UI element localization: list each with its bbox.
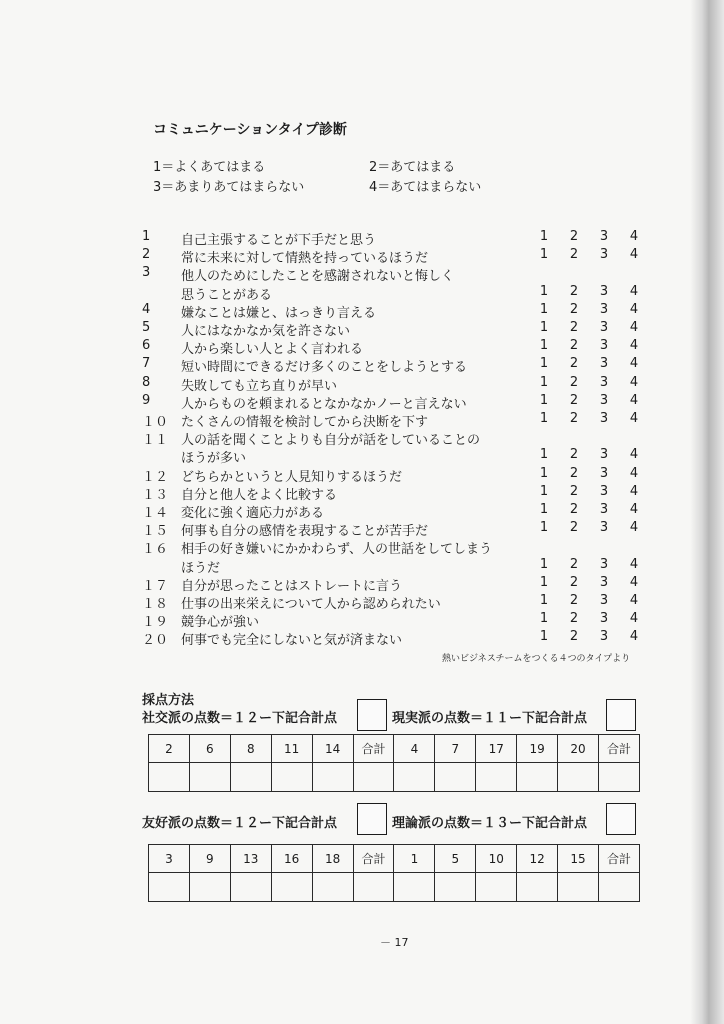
score-entry-cell[interactable] (476, 763, 517, 792)
score-header-cell: 3 (149, 845, 190, 873)
rating-option-3[interactable]: 3 (599, 229, 609, 244)
rating-option-4[interactable]: 4 (629, 356, 639, 372)
rating-option-2[interactable]: 2 (569, 465, 579, 481)
rating-option-1[interactable]: 1 (539, 411, 549, 426)
rating-option-1[interactable]: 1 (539, 520, 549, 536)
rating-option-3[interactable]: 3 (599, 574, 609, 590)
question-number: 6 (142, 338, 151, 354)
rating-option-2[interactable]: 2 (569, 392, 579, 408)
score-header-cell: 6 (189, 735, 230, 763)
rating-option-3[interactable]: 3 (599, 247, 609, 263)
rating-option-2[interactable]: 2 (569, 247, 579, 263)
rating-scale (534, 520, 644, 535)
rating-scale (534, 393, 644, 408)
rating-option-4[interactable]: 4 (629, 574, 639, 590)
page-title: コミュニケーションタイプ診断 (153, 122, 347, 138)
score-entry-cell[interactable] (271, 763, 312, 792)
score-entry-cell[interactable] (230, 763, 271, 792)
question-text: 人から楽しい人とよく言われる (181, 342, 364, 358)
score-entry-cell[interactable] (435, 763, 476, 792)
rating-option-2[interactable]: 2 (569, 229, 579, 244)
question-text-continued: ほうが多い (181, 451, 247, 467)
question-number: ２０ (142, 633, 169, 649)
score-entry-cell[interactable] (558, 873, 599, 902)
score-entry-cell[interactable] (149, 873, 190, 902)
rating-option-3[interactable]: 3 (599, 320, 609, 335)
score-entry-cell[interactable] (598, 873, 639, 902)
question-number: １６ (142, 542, 169, 558)
score-header-cell: 5 (435, 845, 476, 873)
rating-option-3[interactable]: 3 (599, 374, 609, 390)
question-text: 人にはなかなか気を許さない (181, 324, 351, 339)
question-text: 嫌なことは嫌と、はっきり言える (181, 305, 377, 321)
rating-option-4[interactable]: 4 (629, 374, 639, 390)
question-number: 2 (142, 247, 151, 263)
rating-option-2[interactable]: 2 (569, 629, 579, 645)
rating-option-1[interactable]: 1 (539, 574, 549, 590)
question-text: 常に未来に対して情熱を持っているほうだ (181, 251, 429, 267)
rating-option-2[interactable]: 2 (569, 502, 579, 517)
score-header-cell: 19 (517, 735, 558, 763)
score-entry-cell[interactable] (394, 763, 435, 792)
question-text: 失敗しても立ち直りが早い (181, 378, 338, 394)
question-number: 5 (142, 320, 151, 335)
legend-3: 3＝あまりあてはまらない (153, 180, 305, 195)
score-entry-cell[interactable] (149, 763, 190, 792)
rating-option-4[interactable]: 4 (629, 320, 639, 335)
rating-option-3[interactable]: 3 (599, 338, 609, 354)
scoring-title: 採点方法 (142, 693, 195, 708)
source-citation: 熱いビジネスチームをつくる４つのタイプより (442, 654, 631, 664)
realist-score-box[interactable] (606, 699, 636, 731)
rating-option-1[interactable]: 1 (539, 283, 549, 299)
rating-option-1[interactable]: 1 (539, 301, 549, 317)
question-text: たくさんの情報を検討してから決断を下す (181, 415, 429, 430)
question-number: 3 (142, 265, 151, 281)
rating-option-2[interactable]: 2 (569, 356, 579, 372)
score-table-1-header-row (149, 735, 640, 763)
score-entry-cell[interactable] (312, 873, 353, 902)
score-header-cell: 合計 (598, 845, 639, 873)
question-number: 8 (142, 374, 151, 390)
theorist-score-box[interactable] (606, 803, 636, 835)
rating-option-3[interactable]: 3 (599, 593, 609, 608)
question-number: １５ (142, 524, 169, 540)
rating-scale (534, 593, 644, 608)
score-header-cell: 7 (435, 735, 476, 763)
rating-option-3[interactable]: 3 (599, 611, 609, 627)
rating-option-4[interactable]: 4 (629, 520, 639, 536)
question-number: 7 (142, 356, 151, 372)
question-number: 9 (142, 392, 151, 408)
score-entry-cell[interactable] (517, 873, 558, 902)
rating-option-4[interactable]: 4 (629, 447, 639, 463)
score-header-cell: 15 (558, 845, 599, 873)
rating-option-3[interactable]: 3 (599, 465, 609, 481)
rating-scale (534, 629, 644, 644)
theorist-formula: 理論派の点数＝１３ー下記合計点 (392, 816, 588, 831)
friendly-formula: 友好派の点数＝１２ー下記合計点 (142, 816, 338, 831)
rating-option-4[interactable]: 4 (629, 411, 639, 426)
rating-option-4[interactable]: 4 (629, 392, 639, 408)
question-text-continued: 思うことがある (181, 287, 273, 303)
question-text: 他人のためにしたことを感謝されないと悔しく (181, 269, 455, 285)
score-entry-cell[interactable] (312, 763, 353, 792)
rating-option-3[interactable]: 3 (599, 301, 609, 317)
rating-option-4[interactable]: 4 (629, 301, 639, 317)
question-text: 相手の好き嫌いにかかわらず、人の世話をしてしまう (181, 542, 492, 558)
question-text: 何事も自分の感情を表現することが苦手だ (181, 524, 429, 540)
question-text: 人からものを頼まれるとなかなかノーと言えない (181, 396, 467, 412)
rating-option-1[interactable]: 1 (539, 611, 549, 627)
score-header-cell: 13 (230, 845, 271, 873)
rating-option-1[interactable]: 1 (539, 229, 549, 244)
rating-option-1[interactable]: 1 (539, 593, 549, 608)
legend-1: 1＝よくあてはまる (153, 160, 266, 175)
rating-scale (534, 447, 644, 462)
rating-option-3[interactable]: 3 (599, 629, 609, 645)
rating-option-2[interactable]: 2 (569, 338, 579, 354)
rating-option-1[interactable]: 1 (539, 374, 549, 390)
question-number: １１ (142, 433, 169, 449)
rating-scale (534, 247, 644, 262)
rating-scale (534, 466, 644, 481)
question-text: 変化に強く適応力がある (181, 506, 325, 521)
question-text: どちらかというと人見知りするほうだ (181, 469, 403, 485)
rating-option-3[interactable]: 3 (599, 447, 609, 463)
score-entry-cell[interactable] (394, 873, 435, 902)
rating-scale (534, 502, 644, 517)
score-header-cell: 4 (394, 735, 435, 763)
question-number: 1 (142, 229, 151, 244)
legend-4: 4＝あてはまらない (369, 180, 482, 195)
rating-scale (534, 557, 644, 572)
score-header-cell: 10 (476, 845, 517, 873)
rating-option-3[interactable]: 3 (599, 283, 609, 299)
score-entry-cell[interactable] (271, 873, 312, 902)
score-header-cell: 2 (149, 735, 190, 763)
score-table-1 (148, 734, 640, 792)
question-number: １３ (142, 487, 169, 503)
question-text: 競争心が強い (181, 615, 260, 631)
rating-scale (534, 575, 644, 590)
rating-option-2[interactable]: 2 (569, 483, 579, 499)
score-header-cell: 合計 (353, 845, 394, 873)
question-number: １７ (142, 578, 169, 594)
score-header-cell: 合計 (598, 735, 639, 763)
rating-option-3[interactable]: 3 (599, 392, 609, 408)
rating-scale (534, 229, 644, 244)
realist-formula: 現実派の点数＝１１ー下記合計点 (392, 711, 588, 726)
score-header-cell: 9 (189, 845, 230, 873)
rating-option-2[interactable]: 2 (569, 593, 579, 608)
rating-option-1[interactable]: 1 (539, 447, 549, 463)
rating-option-2[interactable]: 2 (569, 301, 579, 317)
rating-option-3[interactable]: 3 (599, 556, 609, 572)
score-table-2-header-row (149, 845, 640, 873)
rating-scale (534, 356, 644, 371)
rating-scale (534, 411, 644, 426)
rating-option-2[interactable]: 2 (569, 611, 579, 627)
rating-option-4[interactable]: 4 (629, 283, 639, 299)
rating-scale (534, 611, 644, 626)
score-entry-cell[interactable] (353, 763, 394, 792)
question-number: １９ (142, 615, 169, 631)
rating-scale (534, 302, 644, 317)
question-text: 仕事の出来栄えについて人から認められたい (181, 597, 441, 612)
rating-option-2[interactable]: 2 (569, 411, 579, 426)
rating-scale (534, 320, 644, 335)
score-entry-cell[interactable] (353, 873, 394, 902)
page-number: － 17 (380, 936, 409, 949)
score-entry-cell[interactable] (435, 873, 476, 902)
score-header-cell: 16 (271, 845, 312, 873)
rating-option-4[interactable]: 4 (629, 483, 639, 499)
rating-option-2[interactable]: 2 (569, 556, 579, 572)
score-header-cell: 18 (312, 845, 353, 873)
legend-2: 2＝あてはまる (369, 160, 456, 175)
score-entry-cell[interactable] (558, 763, 599, 792)
question-number: １４ (142, 506, 169, 521)
question-number: １０ (142, 415, 169, 430)
social-formula: 社交派の点数＝１２ー下記合計点 (142, 711, 338, 726)
score-entry-cell[interactable] (476, 873, 517, 902)
rating-option-4[interactable]: 4 (629, 502, 639, 517)
rating-option-2[interactable]: 2 (569, 447, 579, 463)
page-edge-shadow (690, 0, 724, 1024)
rating-option-2[interactable]: 2 (569, 520, 579, 536)
score-header-cell: 11 (271, 735, 312, 763)
score-header-cell: 17 (476, 735, 517, 763)
rating-option-2[interactable]: 2 (569, 283, 579, 299)
rating-scale (534, 338, 644, 353)
rating-option-1[interactable]: 1 (539, 392, 549, 408)
question-text: 自己主張することが下手だと思う (181, 233, 377, 248)
rating-option-4[interactable]: 4 (629, 229, 639, 244)
score-entry-cell[interactable] (189, 763, 230, 792)
rating-option-2[interactable]: 2 (569, 374, 579, 390)
score-table-2-entry-row (149, 873, 640, 902)
score-header-cell: 20 (558, 735, 599, 763)
rating-option-4[interactable]: 4 (629, 247, 639, 263)
score-table-1-entry-row (149, 763, 640, 792)
rating-option-4[interactable]: 4 (629, 338, 639, 354)
question-number: １８ (142, 597, 169, 612)
rating-scale (534, 284, 644, 299)
rating-option-3[interactable]: 3 (599, 502, 609, 517)
question-number: １２ (142, 469, 169, 485)
question-text-continued: ほうだ (181, 560, 221, 576)
rating-option-4[interactable]: 4 (629, 611, 639, 627)
rating-option-1[interactable]: 1 (539, 629, 549, 645)
rating-option-4[interactable]: 4 (629, 629, 639, 645)
rating-option-3[interactable]: 3 (599, 483, 609, 499)
rating-option-1[interactable]: 1 (539, 465, 549, 481)
rating-option-1[interactable]: 1 (539, 356, 549, 372)
rating-option-2[interactable]: 2 (569, 320, 579, 335)
question-number: 4 (142, 301, 151, 317)
rating-option-1[interactable]: 1 (539, 483, 549, 499)
score-header-cell: 合計 (353, 735, 394, 763)
rating-option-1[interactable]: 1 (539, 320, 549, 335)
score-entry-cell[interactable] (598, 763, 639, 792)
rating-option-4[interactable]: 4 (629, 556, 639, 572)
question-text: 人の話を聞くことよりも自分が話をしていることの (181, 433, 481, 449)
score-header-cell: 14 (312, 735, 353, 763)
question-text: 短い時間にできるだけ多くのことをしようとする (181, 360, 468, 376)
rating-option-3[interactable]: 3 (599, 356, 609, 372)
rating-scale (534, 484, 644, 499)
rating-option-2[interactable]: 2 (569, 574, 579, 590)
rating-scale (534, 375, 644, 390)
question-text: 自分が思ったことはストレートに言う (181, 578, 403, 594)
friendly-score-box[interactable] (357, 803, 387, 835)
rating-option-4[interactable]: 4 (629, 593, 639, 608)
social-score-box[interactable] (357, 699, 387, 731)
score-table-2 (148, 844, 640, 902)
question-text: 何事でも完全にしないと気が済まない (181, 633, 403, 649)
score-header-cell: 12 (517, 845, 558, 873)
score-entry-cell[interactable] (189, 873, 230, 902)
rating-option-1[interactable]: 1 (539, 556, 549, 572)
question-text: 自分と他人をよく比較する (181, 487, 338, 503)
rating-option-3[interactable]: 3 (599, 411, 609, 426)
rating-option-4[interactable]: 4 (629, 465, 639, 481)
rating-option-1[interactable]: 1 (539, 247, 549, 263)
rating-option-1[interactable]: 1 (539, 338, 549, 354)
rating-option-1[interactable]: 1 (539, 502, 549, 517)
rating-option-3[interactable]: 3 (599, 520, 609, 536)
score-header-cell: 8 (230, 735, 271, 763)
score-entry-cell[interactable] (517, 763, 558, 792)
score-header-cell: 1 (394, 845, 435, 873)
score-entry-cell[interactable] (230, 873, 271, 902)
